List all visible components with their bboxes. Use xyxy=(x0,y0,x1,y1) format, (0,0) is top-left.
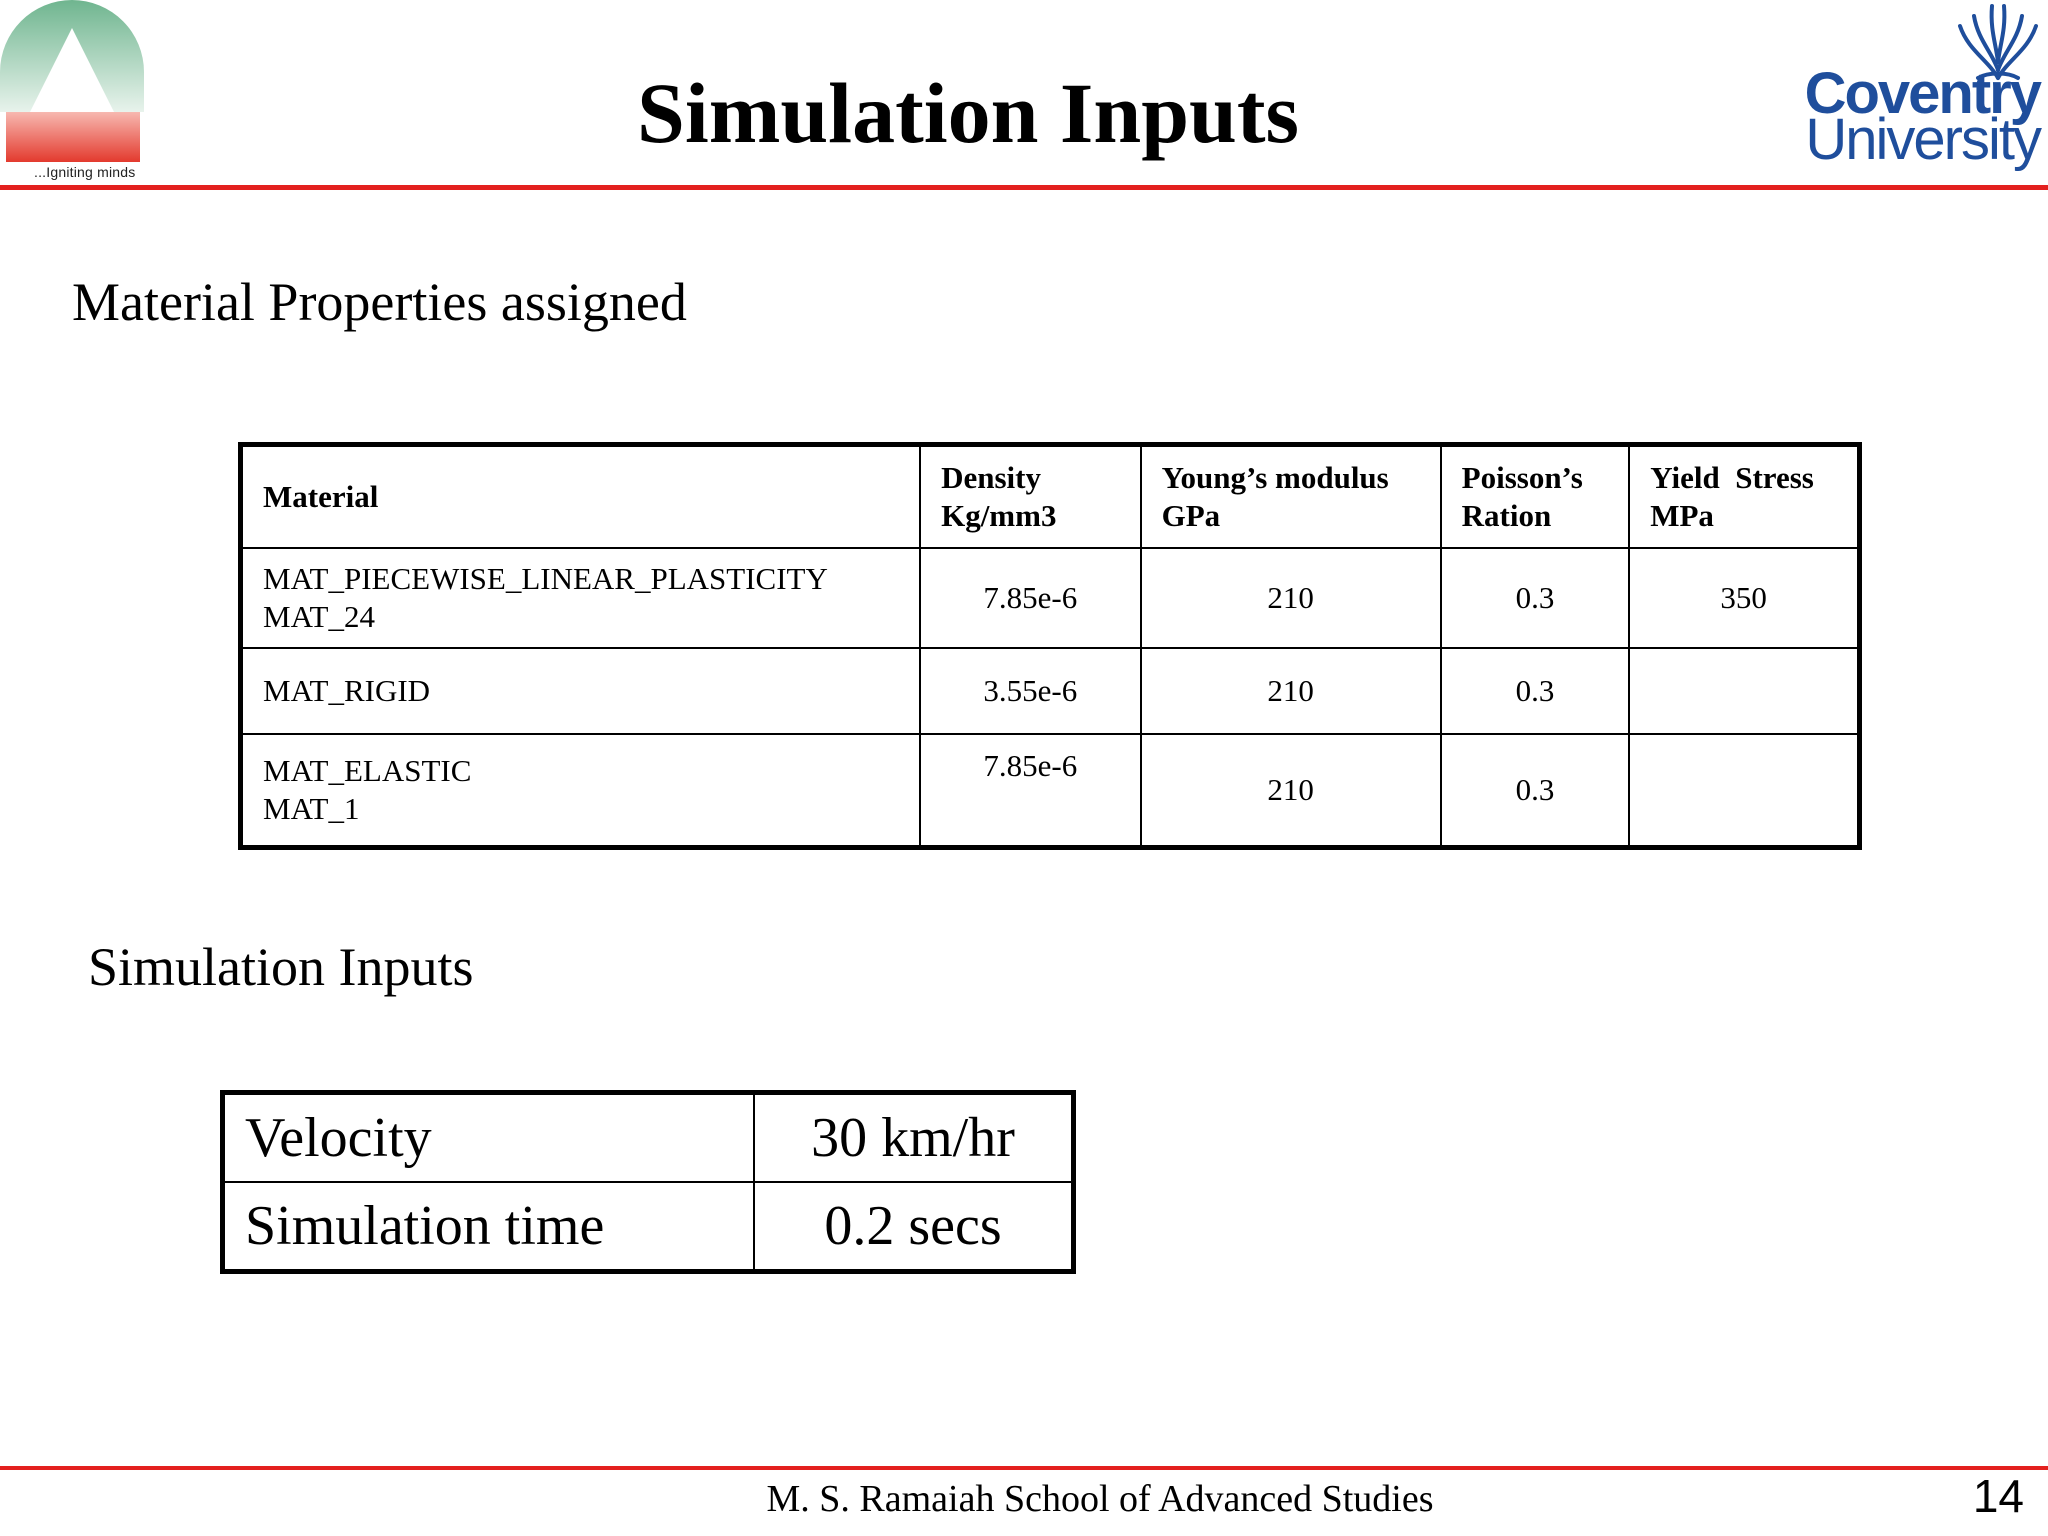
header-density xyxy=(920,445,1141,549)
table-row xyxy=(241,648,1860,734)
materials-heading: Material Properties assigned xyxy=(72,272,687,332)
header-material-label: Material xyxy=(263,479,379,514)
density-value: 3.55e-6 xyxy=(920,648,1141,734)
density-value: 7.85e-6 xyxy=(920,734,1141,848)
table-row xyxy=(223,1182,1074,1272)
yield-value xyxy=(1629,734,1859,848)
velocity-value: 30 km/hr xyxy=(754,1093,1074,1183)
youngs-value: 210 xyxy=(1141,648,1441,734)
coventry-logo xyxy=(1788,0,2048,180)
poisson-value: 0.3 xyxy=(1441,548,1630,648)
logo-tagline: ...Igniting minds xyxy=(34,164,136,180)
header-density-unit: Kg/mm3 xyxy=(941,498,1057,533)
simulation-heading: Simulation Inputs xyxy=(88,937,474,997)
simulation-time-value: 0.2 secs xyxy=(754,1182,1074,1272)
simulation-inputs-table xyxy=(220,1090,1076,1274)
material-name-line2: MAT_1 xyxy=(263,791,360,826)
header-poissons-ratio xyxy=(1441,445,1630,549)
material-name xyxy=(241,734,921,848)
header-youngs-modulus xyxy=(1141,445,1441,549)
material-name-line1: MAT_PIECEWISE_LINEAR_PLASTICITY xyxy=(263,561,828,596)
table-header-row xyxy=(241,445,1860,549)
table-row xyxy=(241,548,1860,648)
header-material xyxy=(241,445,921,549)
youngs-value: 210 xyxy=(1141,734,1441,848)
poisson-value: 0.3 xyxy=(1441,648,1630,734)
velocity-label: Velocity xyxy=(223,1093,755,1183)
material-name-line1: MAT_ELASTIC xyxy=(263,753,472,788)
header-divider xyxy=(0,185,2048,190)
material-properties-table xyxy=(238,442,1862,850)
footer-divider xyxy=(0,1466,2048,1470)
header-density-label: Density xyxy=(941,460,1041,495)
brand-name-line2: University xyxy=(1805,107,2040,172)
header-yield-stress xyxy=(1629,445,1859,549)
table-row xyxy=(241,734,1860,848)
material-name xyxy=(241,648,921,734)
material-name-line1: MAT_RIGID xyxy=(263,673,431,708)
youngs-value: 210 xyxy=(1141,548,1441,648)
header-poisson-label: Poisson’s xyxy=(1461,460,1583,495)
poisson-value: 0.3 xyxy=(1441,734,1630,848)
brand-name-line1: Coventry xyxy=(1804,61,2040,126)
header-yield-label: Yield Stress xyxy=(1650,460,1814,495)
table-row xyxy=(223,1093,1074,1183)
yield-value xyxy=(1629,648,1859,734)
density-value: 7.85e-6 xyxy=(920,548,1141,648)
header-yield-unit: MPa xyxy=(1650,498,1714,533)
yield-value: 350 xyxy=(1629,548,1859,648)
material-name xyxy=(241,548,921,648)
page-number: 14 xyxy=(1972,1470,2024,1522)
page-title: Simulation Inputs xyxy=(636,65,1299,161)
footer-institution: M. S. Ramaiah School of Advanced Studies xyxy=(766,1478,1434,1520)
header-youngs-unit: GPa xyxy=(1161,498,1221,533)
header-poisson-label2: Ration xyxy=(1461,498,1552,533)
simulation-time-label: Simulation time xyxy=(223,1182,755,1272)
material-name-line2: MAT_24 xyxy=(263,599,375,634)
header-youngs-label: Young’s modulus xyxy=(1161,460,1389,495)
